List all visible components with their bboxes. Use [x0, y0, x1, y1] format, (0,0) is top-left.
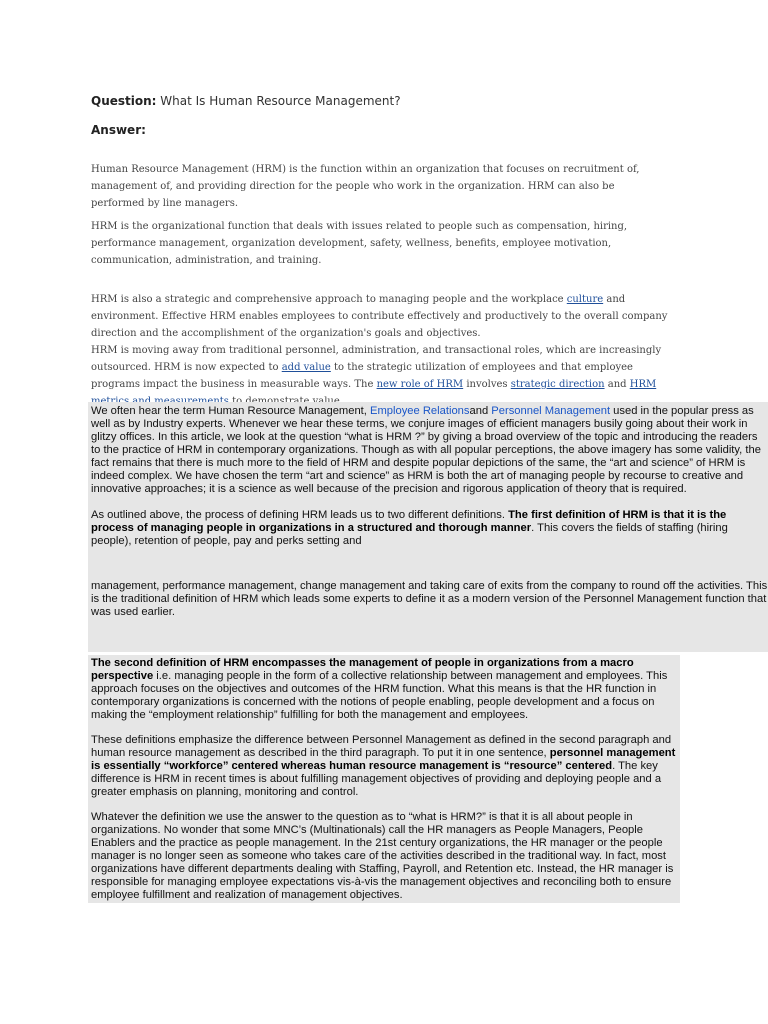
hrm-metrics-link[interactable]: HRM: [629, 379, 657, 390]
strategic-direction-link[interactable]: strategic direction: [510, 379, 605, 390]
culture-link[interactable]: culture: [566, 294, 604, 305]
text-run: and environment. Effective HRM enables employees to contribute effectively and productively to the overall company direction and the accomplishment of the organization's goals and objectives.: [91, 294, 668, 339]
paragraph-hrm-definition: Human Resource Management (HRM) is the function within an organization that focuses on recruitment of, management of, and providing direction for the people who work in the organization. HRM can also be performed by line managers.: [91, 164, 640, 209]
employee-relations-link[interactable]: Employee Relations: [370, 405, 470, 417]
paragraph-conclusion: Whatever the definition we use the answer to the question as to “what is HRM?” is that it is all about people in organizations. No wonder that some MNC’s (Multinationals) call the HR managers as People Managers, People Enablers and the practice as people management. In the 21st century organizations, the HR manager or the people manager is no longer seen as someone who takes care of the activities described in the traditional way. In fact, most organizations have different departments dealing with Staffing, Payroll, and Retention etc. Instead, the HR manager is responsible for managing employee expectations vis-à-vis the management objectives and reconciling both to ensure employee fulfillment and realization of management objectives.: [91, 811, 674, 901]
text-run: and: [469, 405, 492, 417]
paragraph-traditional-definition: [91, 580, 768, 619]
text-run: and: [604, 379, 630, 390]
text-line: is the traditional definition of HRM which leads some experts to define it as a modern version of the Personnel Management function that: [91, 593, 767, 605]
question-text: What Is Human Resource Management?: [160, 94, 401, 108]
question-line: [91, 94, 401, 108]
text-line: was used earlier.: [91, 606, 175, 618]
text-run: used in the popular press as well as by Industry experts. Whenever we hear these terms, we conjure images of efficient managers busily going about their work in glitzy offices. In this article, we look at the question “what is HRM ?” by giving a broad overview of the topic and introducing the readers to the practice of HRM in contemporary organizations. Though as with all popular perceptions, the above imagery has some validity, the fact remains that there is much more to the field of HRM and despite popular depictions of the same, the “art and science” of HRM is indeed complex. We have chosen the term “art and science” as HRM is both the art of managing people by recourse to creative and innovative approaches; it is a science as well because of the precision and rigorous application of theory that is required.: [91, 405, 761, 495]
text-run: We often hear the term Human Resource Management,: [91, 405, 370, 417]
text-run: . This covers the fields of staffing (hiring people), retention of people, pay and perks setting and: [91, 522, 728, 547]
text-run: These definitions emphasize the difference between Personnel Management as defined in the second paragraph and human resource management as described in the third paragraph. To put it in one sentence,: [91, 734, 672, 759]
text-run: i.e. managing people in the form of a collective relationship between management and employees. This approach focuses on the objectives and outcomes of the HRM function. What this means is that the HR function in contemporary organizations is concerned with the notions of people enabling, people development and a focus on making the “employment relationship” fulfilling for both the management and employees.: [91, 670, 668, 721]
personnel-management-link[interactable]: Personnel Management: [491, 405, 611, 417]
text-run: involves: [463, 379, 511, 390]
question-label: Question:: [91, 94, 157, 108]
bold-run: The second definition of HRM encompasses the management of people in organizations from a macro perspective: [91, 657, 634, 682]
paragraph-hrm-function: HRM is the organizational function that deals with issues related to people such as compensation, hiring, performance management, organization development, safety, wellness, benefits, employee motivation, communication, administration, and training.: [91, 221, 628, 266]
text-run: to the strategic utilization of employees and that employee programs impact the business in measurable ways. The: [91, 362, 633, 390]
paragraph-first-definition: [91, 509, 765, 548]
paragraph-difference: [91, 734, 676, 799]
text-run: HRM is moving away from traditional personnel, administration, and transactional roles, which are increasingly outsourced. HRM is now expected to: [91, 345, 662, 373]
text-run: . The key difference is HRM in recent times is about fulfilling management objectives of providing and deploying people and a greater emphasis on planning, monitoring and control.: [91, 760, 662, 798]
text-run: As outlined above, the process of defining HRM leads us to two different definitions.: [91, 509, 509, 521]
bold-run: personnel management is essentially “workforce” centered whereas human resource management is “resource” centered: [91, 747, 676, 772]
text-line: management, performance management, change management and taking care of exits from the company to round off the activities. This: [91, 580, 768, 592]
paragraph-hrm-strategic: [91, 291, 671, 410]
new-role-link[interactable]: new role of HRM: [376, 379, 464, 390]
bold-run: The first definition of HRM is that it is the process of managing people in organizations in a structured and thorough manner: [91, 509, 727, 534]
text-run: HRM is also a strategic and comprehensive approach to managing people and the workplace: [91, 294, 567, 305]
answer-label: Answer:: [91, 123, 146, 137]
paragraph-second-definition: [91, 657, 676, 722]
add-value-link[interactable]: add value: [281, 362, 331, 373]
paragraph-introduction: [91, 405, 765, 496]
